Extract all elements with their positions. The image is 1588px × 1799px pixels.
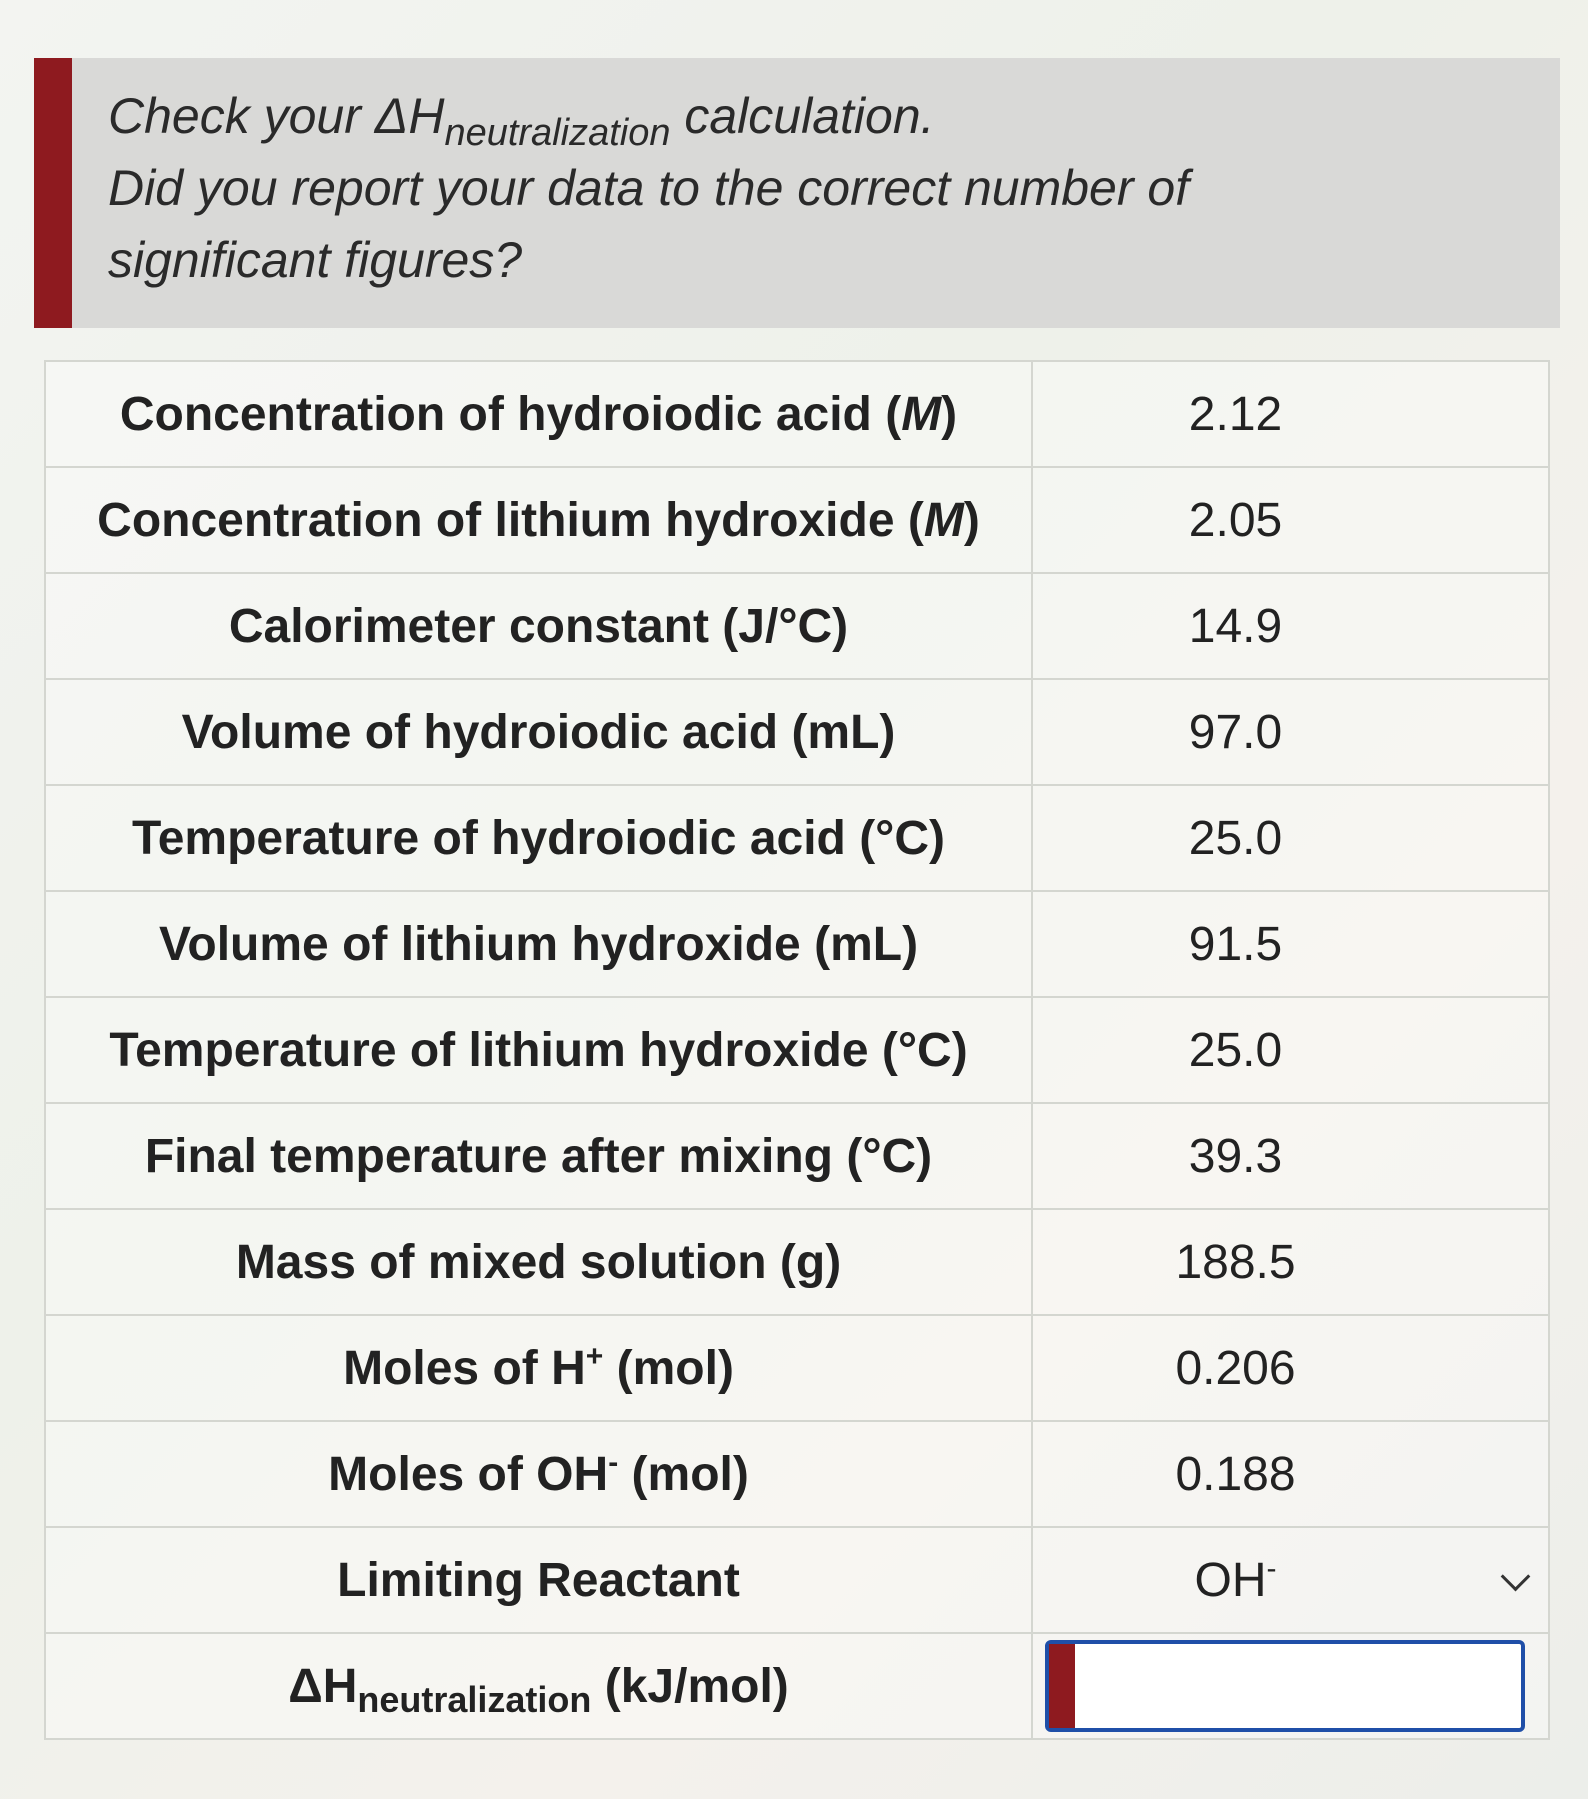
table-row-moles-h xyxy=(45,1315,1549,1421)
row-label: Limiting Reactant xyxy=(45,1527,1032,1633)
data-table xyxy=(44,360,1550,1740)
row-value: 97.0 xyxy=(1032,679,1549,785)
feedback-line-2: Did you report your data to the correct number of xyxy=(108,160,1190,216)
row-label: Temperature of lithium hydroxide (°C) xyxy=(45,997,1032,1103)
row-value: 39.3 xyxy=(1032,1103,1549,1209)
row-label: Moles of OH- (mol) xyxy=(45,1421,1032,1527)
feedback-error-bar xyxy=(34,58,72,328)
row-value: 2.05 xyxy=(1032,467,1549,573)
input-error-marker xyxy=(1049,1644,1075,1728)
table-row-mass-solution xyxy=(45,1209,1549,1315)
table-row-volume-lioh xyxy=(45,891,1549,997)
row-label: Temperature of hydroiodic acid (°C) xyxy=(45,785,1032,891)
table-row-temperature-hi xyxy=(45,785,1549,891)
table-row-volume-hi xyxy=(45,679,1549,785)
row-value: 188.5 xyxy=(1032,1209,1549,1315)
row-value: 91.5 xyxy=(1032,891,1549,997)
row-value: 25.0 xyxy=(1032,785,1549,891)
row-value: 14.9 xyxy=(1032,573,1549,679)
row-label: Concentration of lithium hydroxide (M) xyxy=(45,467,1032,573)
row-label: Mass of mixed solution (g) xyxy=(45,1209,1032,1315)
row-value: 25.0 xyxy=(1032,997,1549,1103)
table-row-temperature-lioh xyxy=(45,997,1549,1103)
feedback-message xyxy=(108,80,1508,296)
feedback-banner xyxy=(34,58,1560,328)
feedback-line-1-subscript: neutralization xyxy=(444,112,671,154)
limiting-reactant-select[interactable] xyxy=(1032,1527,1549,1633)
feedback-line-1-suffix: calculation. xyxy=(670,88,935,144)
table-row-delta-h xyxy=(45,1633,1549,1739)
row-label: Volume of lithium hydroxide (mL) xyxy=(45,891,1032,997)
table-row-concentration-hi xyxy=(45,361,1549,467)
row-label: $\Delta H_{neutralization}$ (kJ/mol) xyxy=(45,1633,1032,1739)
feedback-line-3: significant figures? xyxy=(108,232,523,288)
limiting-reactant-selected-value: OH- xyxy=(1194,1551,1277,1607)
feedback-line-1-prefix: Check your ΔH xyxy=(108,88,445,144)
row-label: Volume of hydroiodic acid (mL) xyxy=(45,679,1032,785)
row-value: 0.188 xyxy=(1032,1421,1549,1527)
table-row-final-temperature xyxy=(45,1103,1549,1209)
table-row-concentration-lioh xyxy=(45,467,1549,573)
chevron-down-icon[interactable] xyxy=(1501,1562,1531,1592)
row-label: Calorimeter constant (J/°C) xyxy=(45,573,1032,679)
table-row-limiting-reactant xyxy=(45,1527,1549,1633)
row-value: 2.12 xyxy=(1032,361,1549,467)
feedback-line-1 xyxy=(108,80,1508,152)
row-value: 0.206 xyxy=(1032,1315,1549,1421)
table-row-moles-oh xyxy=(45,1421,1549,1527)
table-row-calorimeter-constant xyxy=(45,573,1549,679)
row-label: Final temperature after mixing (°C) xyxy=(45,1103,1032,1209)
delta-h-input[interactable] xyxy=(1079,1644,1503,1730)
row-label: Concentration of hydroiodic acid (M) xyxy=(45,361,1032,467)
row-label: Moles of H+ (mol) xyxy=(45,1315,1032,1421)
delta-h-input-cell xyxy=(1032,1633,1549,1739)
delta-h-input-wrapper xyxy=(1045,1640,1525,1732)
